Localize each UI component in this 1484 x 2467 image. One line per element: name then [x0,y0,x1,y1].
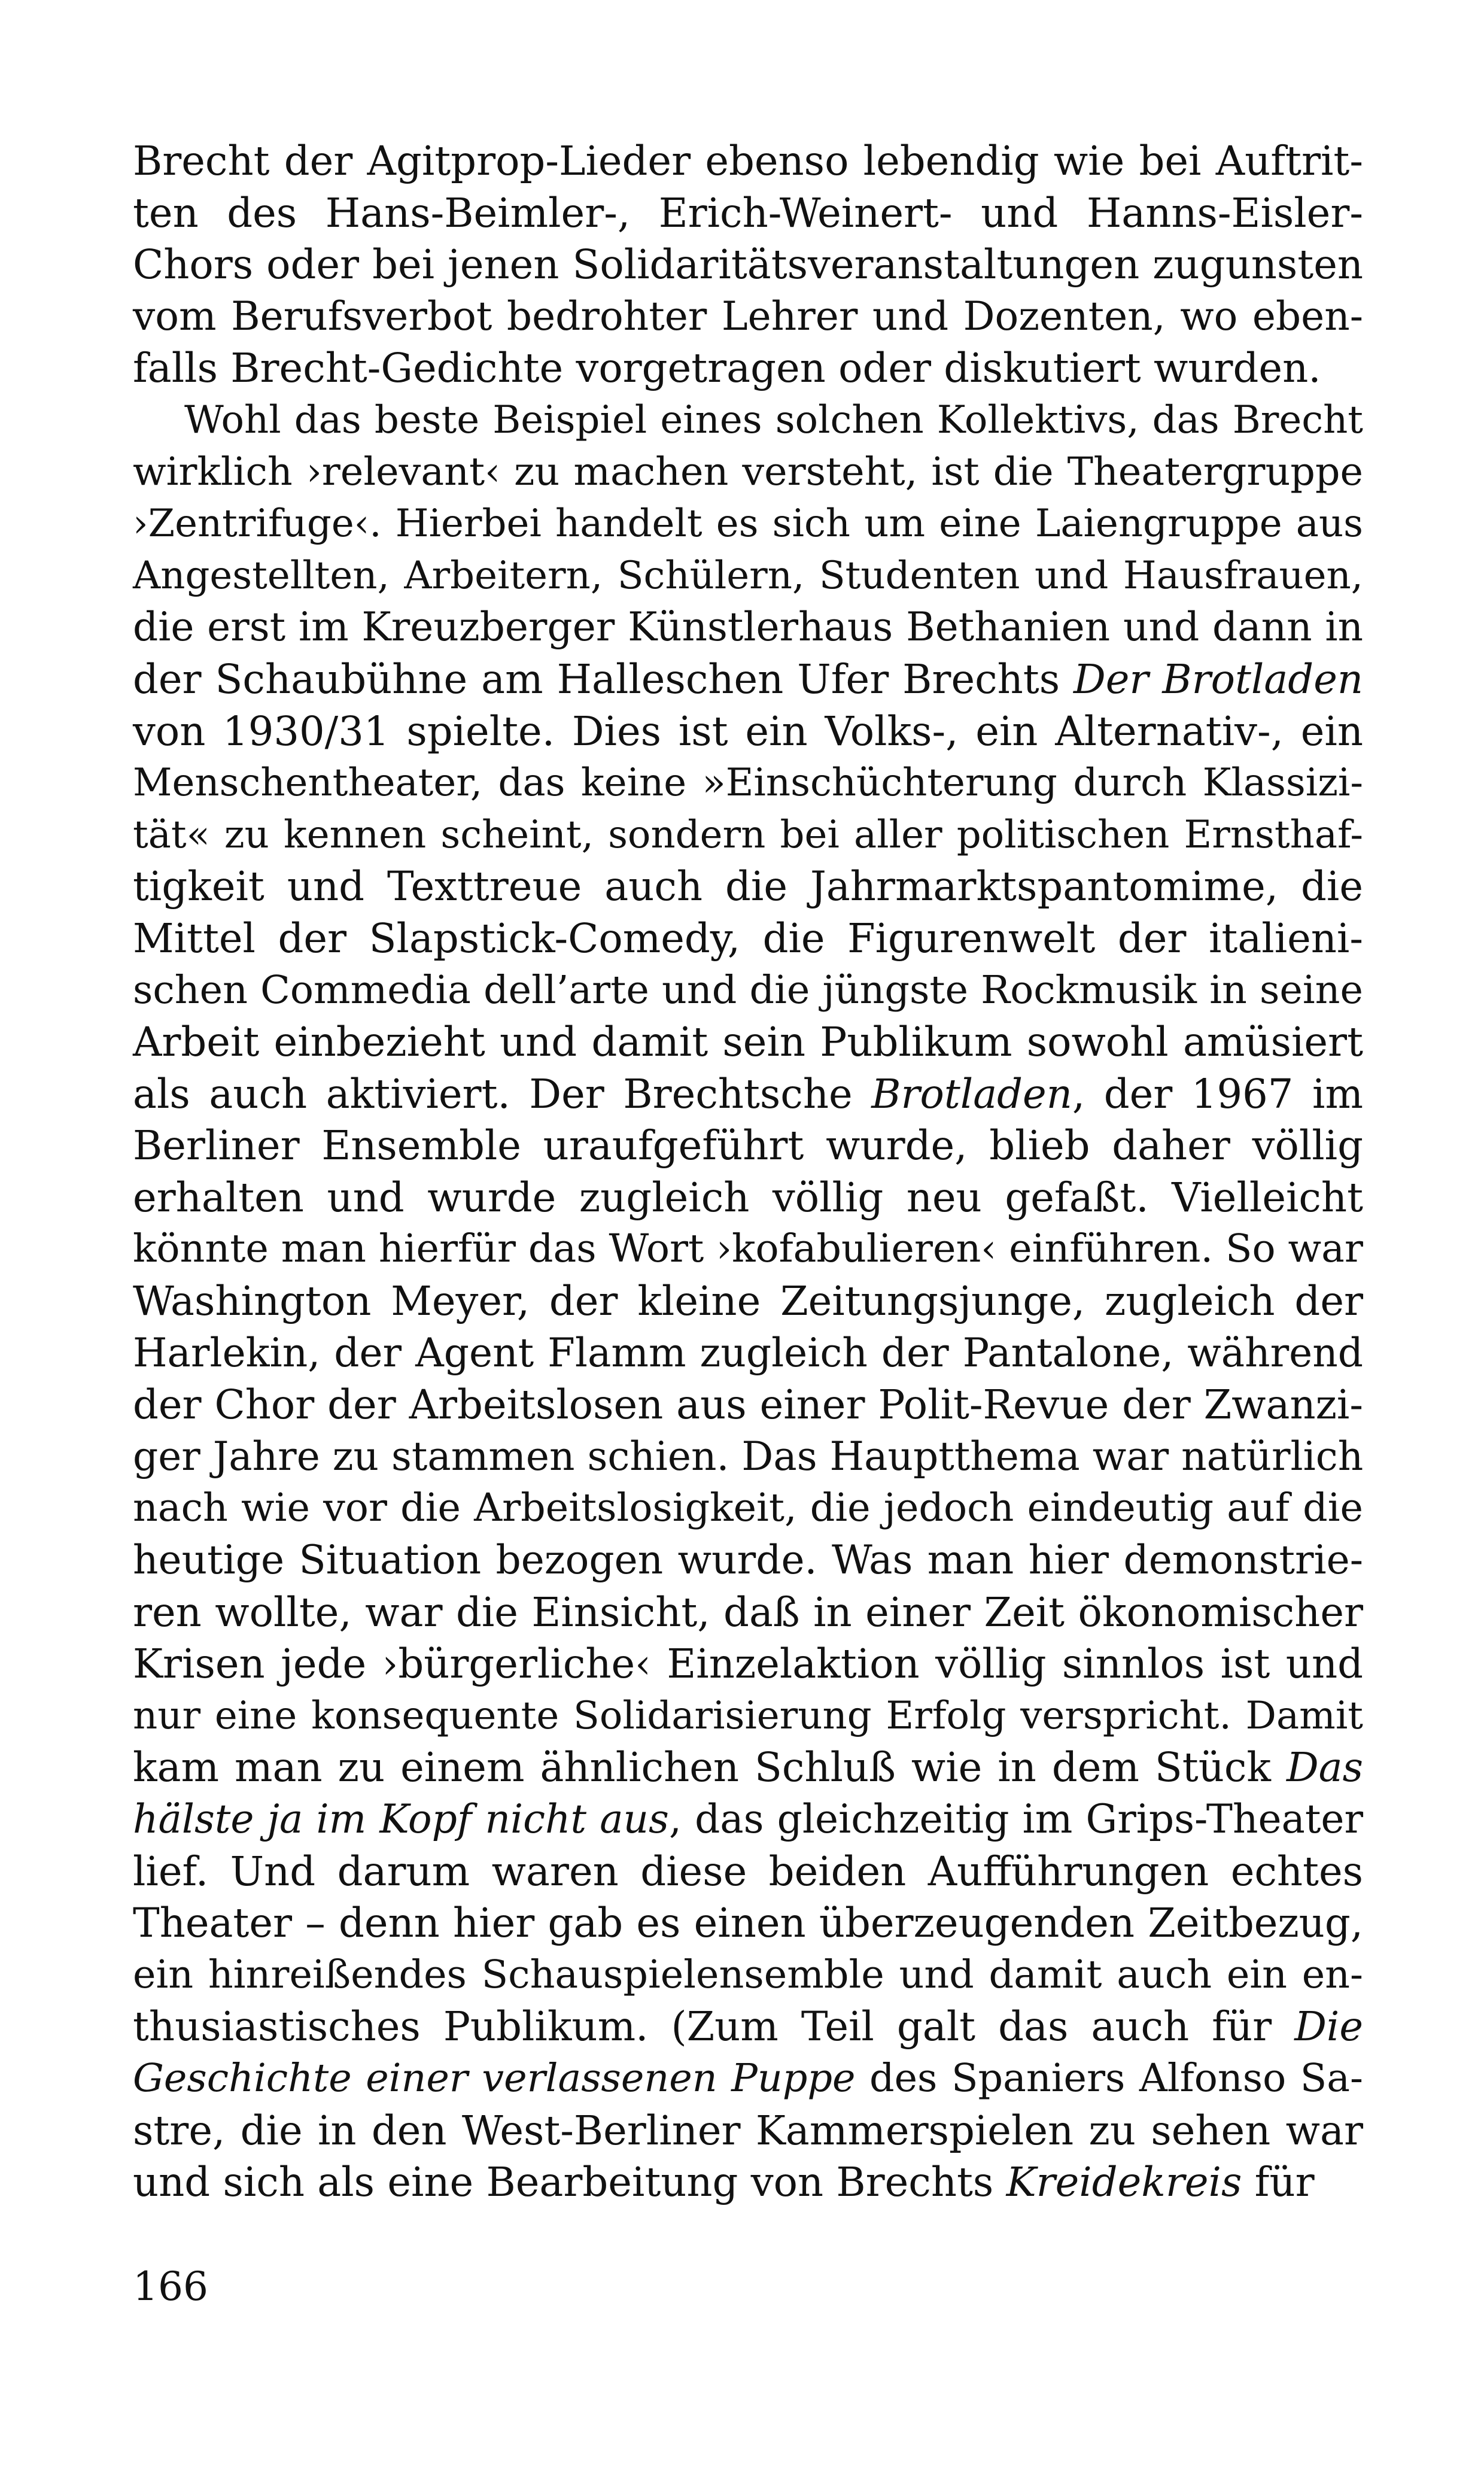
italic-title-text: Die [1294,2003,1363,2050]
text-segment: als auch aktiviert. Der Brechtsche [133,1070,872,1117]
text-segment: Arbeit einbezieht und damit sein Publikum sowohl amüsiert [133,1019,1363,1066]
text-line [133,187,1363,239]
italic-title-text: hälste ja im Kopf nicht aus [133,1796,669,1842]
italic-title-text: Der Brotladen [1074,655,1363,703]
text-segment: schen Commedia dell’arte und die jüngste Rockmusik in seine [133,967,1363,1013]
text-line [133,2053,1363,2105]
text-segment: Washington Meyer, der kleine Zeitungsjunge, zugleich der [133,1278,1363,1325]
text-line [133,1068,1363,1120]
text-segment: heutige Situation bezogen wurde. Was man hier demonstrie- [133,1537,1363,1584]
italic-title-text: Kreidekreis [1006,2159,1242,2206]
text-segment: , das gleichzeitig im Grips-Theater [668,1796,1363,1842]
text-segment: lief. Und darum waren diese beiden Aufführungen echtes [133,1848,1363,1895]
text-line [133,1172,1363,1224]
text-segment: kam man zu einem ähnlichen Schluß wie in dem Stück [133,1744,1287,1791]
text-segment: wirklich ›relevant‹ zu machen versteht, ist die Theatergruppe [133,449,1363,494]
italic-title-text: Brotladen [871,1070,1072,1117]
text-line [133,1223,1363,1275]
text-line [133,706,1363,758]
text-segment: Chors oder bei jenen Solidaritätsveranstaltungen zugunsten [133,241,1363,288]
text-line [133,1535,1363,1587]
text-line [133,1587,1363,1639]
text-line [133,446,1363,499]
text-segment: Krisen jede ›bürgerliche‹ Einzelaktion völlig sinnlos ist und [133,1640,1363,1688]
text-line [133,1897,1363,1949]
text-line [133,1949,1363,2001]
text-line [133,809,1363,861]
text-line [133,498,1363,550]
text-segment: Menschentheater, das keine »Einschüchterung durch Klassizi- [133,761,1363,806]
text-segment: für [1242,2159,1315,2206]
text-segment: von 1930/31 spielte. Dies ist ein Volks-, ein Alternativ-, ein [133,707,1363,755]
text-line [133,135,1363,187]
text-line [133,342,1363,394]
text-line [133,913,1363,965]
text-line [133,2001,1363,2053]
text-line [133,2156,1363,2208]
text-segment: des Spaniers Alfonso Sa- [855,2055,1363,2101]
text-segment: Wohl das beste Beispiel eines solchen Kollektivs, das Brecht [184,397,1363,442]
text-line [133,1120,1363,1172]
text-line [133,1742,1363,1794]
text-segment: ›Zentrifuge‹. Hierbei handelt es sich um eine Laiengruppe aus [133,502,1363,546]
text-segment: tigkeit und Texttreue auch die Jahrmarktspantomime, die [133,863,1363,910]
text-line [133,1690,1363,1742]
text-line [133,1482,1363,1535]
text-segment: der Schaubühne am Halleschen Ufer Brechts [133,655,1074,703]
text-segment: erhalten und wurde zugleich völlig neu gefaßt. Vielleicht [133,1174,1363,1221]
text-segment: ger Jahre zu stammen schien. Das Hauptthema war natürlich [133,1433,1364,1479]
text-segment: Mittel der Slapstick-Comedy, die Figurenwelt der italieni- [133,915,1363,962]
text-line [133,291,1363,343]
text-segment: und sich als eine Bearbeitung von Brechts [133,2159,1006,2206]
text-segment: ten des Hans-Beimler-, Erich-Weinert- und Hanns-Eisler- [133,189,1363,236]
text-line [133,1016,1363,1068]
text-segment: der Chor der Arbeitslosen aus einer Polit-Revue der Zwanzi- [133,1381,1363,1429]
text-line [133,550,1363,602]
text-segment: stre, die in den West-Berliner Kammerspielen zu sehen war [133,2107,1363,2154]
text-line [133,1794,1363,1846]
text-line [133,1431,1363,1483]
text-line [133,965,1363,1017]
italic-title-text: Geschichte einer verlassenen Puppe [133,2055,856,2101]
page-number: 166 [133,2264,208,2310]
text-segment: die erst im Kreuzberger Künstlerhaus Bethanien und dann in [133,604,1363,651]
text-line [133,601,1363,654]
text-line [133,1275,1363,1327]
text-segment: Berliner Ensemble uraufgeführt wurde, blieb daher völlig [133,1122,1363,1169]
text-segment: , der 1967 im [1072,1070,1363,1117]
text-line [133,394,1363,446]
text-segment: Angestellten, Arbeitern, Schülern, Studenten und Hausfrauen, [133,553,1363,598]
text-line [133,1379,1363,1431]
text-segment: Harlekin, der Agent Flamm zugleich der Pantalone, während [133,1329,1363,1376]
text-segment: Theater – denn hier gab es einen überzeugenden Zeitbezug, [133,1900,1363,1947]
text-segment: nach wie vor die Arbeitslosigkeit, die jedoch eindeutig auf die [133,1485,1363,1531]
text-segment: könnte man hierfür das Wort ›kofabulieren‹ einführen. So war [133,1226,1363,1272]
text-segment: falls Brecht-Gedichte vorgetragen oder diskutiert wurden. [133,345,1321,392]
text-segment: ein hinreißendes Schauspielensemble und damit auch ein en- [133,1952,1363,1997]
text-segment: vom Berufsverbot bedrohter Lehrer und Dozenten, wo eben- [133,293,1363,339]
text-line [133,1846,1363,1898]
text-line [133,1638,1363,1690]
text-segment: nur eine konsequente Solidarisierung Erfolg verspricht. Damit [133,1693,1363,1738]
italic-title-text: Das [1286,1744,1363,1791]
text-line [133,654,1363,706]
text-segment: Brecht der Agitprop-Lieder ebenso lebendig wie bei Auftrit- [133,138,1363,184]
text-line [133,757,1363,809]
text-line [133,239,1363,291]
text-segment: tät« zu kennen scheint, sondern bei aller politischen Ernsthaf- [133,812,1363,857]
text-segment: thusiastisches Publikum. (Zum Teil galt das auch für [133,2003,1295,2050]
text-segment: ren wollte, war die Einsicht, daß in einer Zeit ökonomischer [133,1588,1363,1636]
text-line [133,2105,1363,2157]
text-line [133,861,1363,913]
text-line [133,1327,1363,1380]
body-text [133,135,1363,2208]
